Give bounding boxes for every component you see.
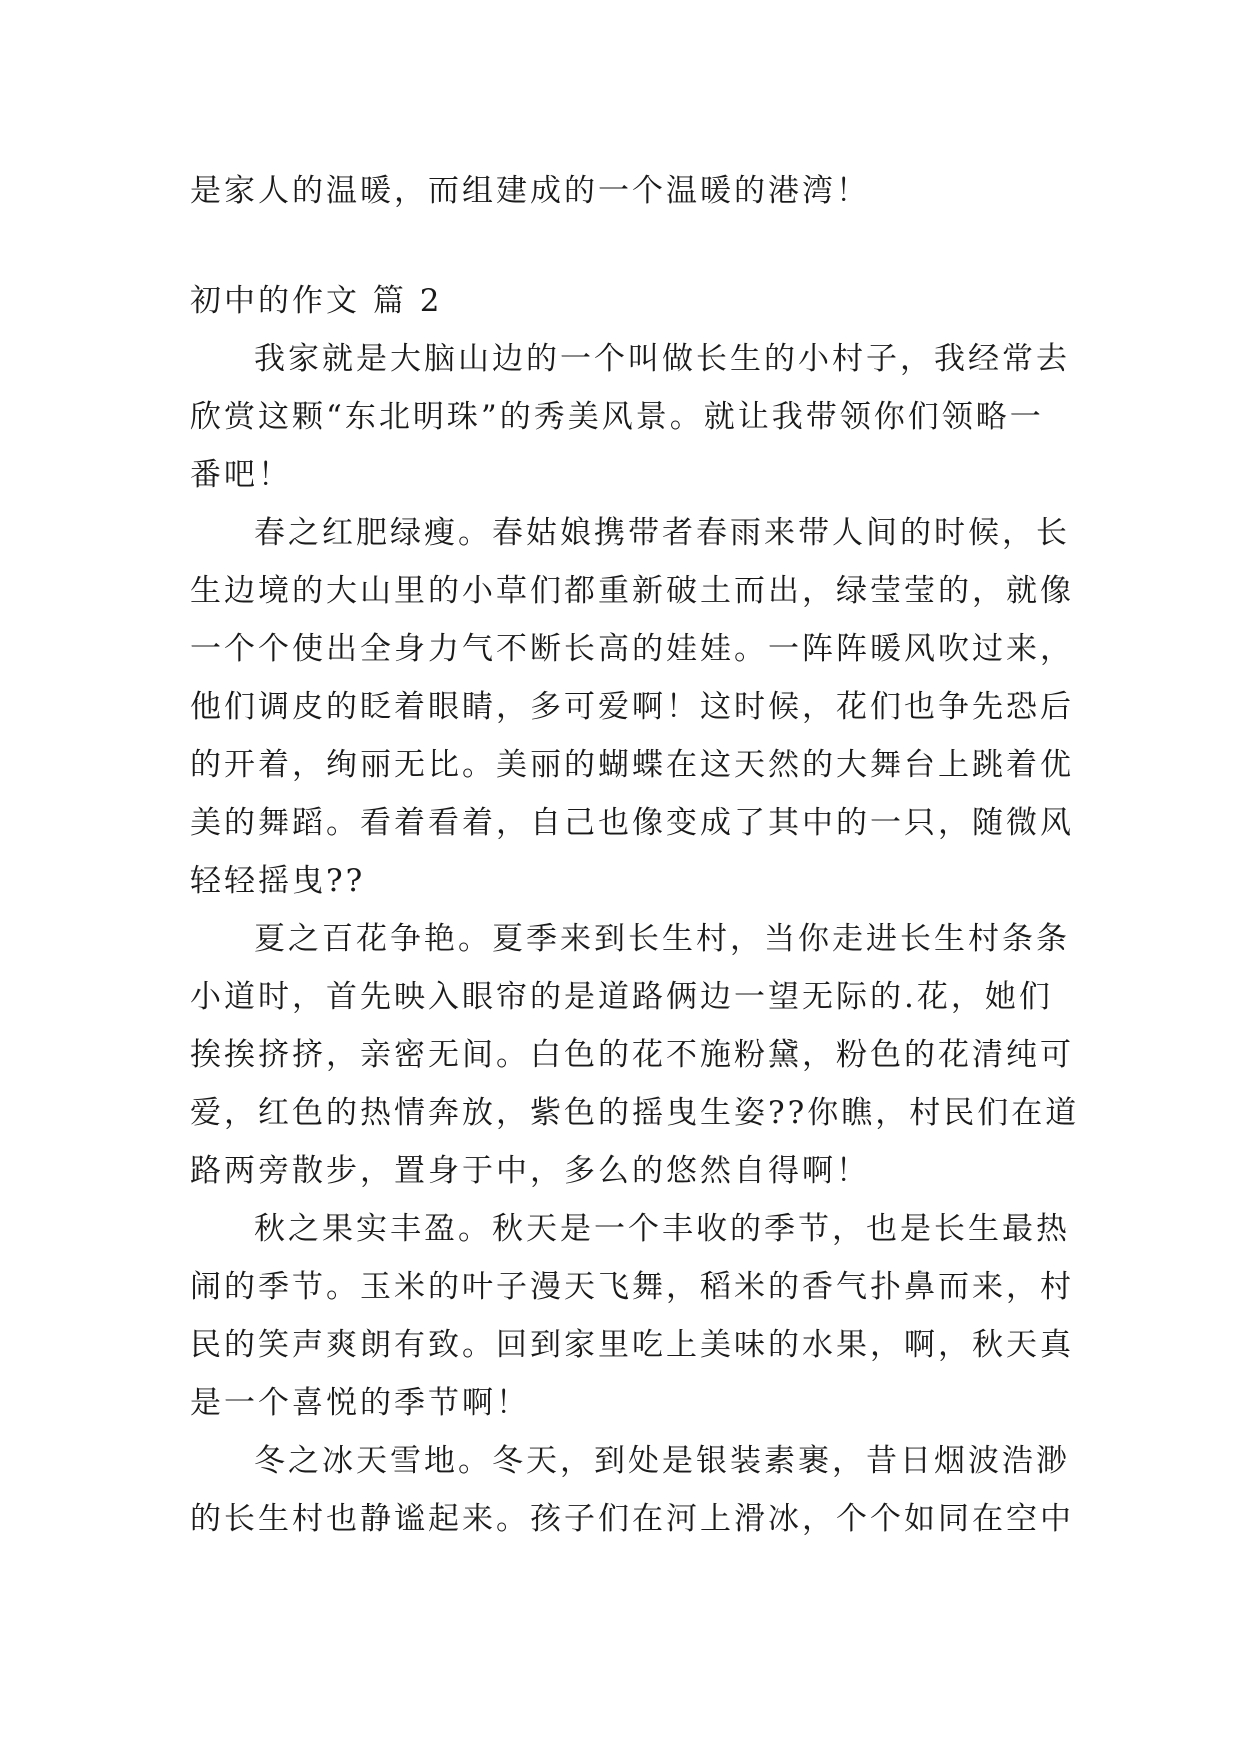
paragraph-line: 闹的季节。玉米的叶子漫天飞舞，稻米的香气扑鼻而来，村 xyxy=(190,1269,1074,1305)
paragraph-line: 挨挨挤挤，亲密无间。白色的花不施粉黛，粉色的花清纯可 xyxy=(190,1037,1074,1073)
lead-line: 是家人的温暖，而组建成的一个温暖的港湾！ xyxy=(190,173,870,209)
paragraph-line: 他们调皮的眨着眼睛，多可爱啊！这时候，花们也争先恐后 xyxy=(190,689,1074,725)
paragraph-line: 生边境的大山里的小草们都重新破土而出，绿莹莹的，就像 xyxy=(190,573,1074,609)
paragraph-line: 是一个喜悦的季节啊！ xyxy=(190,1385,530,1421)
section-heading: 初中的作文 篇 2 xyxy=(190,283,443,319)
paragraph-winter xyxy=(190,1432,1074,1548)
paragraph-line: 夏之百花争艳。夏季来到长生村，当你走进长生村条条 xyxy=(254,921,1070,957)
section-gap xyxy=(190,220,1070,272)
paragraph-line: 我家就是大脑山边的一个叫做长生的小村子，我经常去 xyxy=(254,341,1070,377)
paragraph-line: 欣赏这颗“东北明珠”的秀美风景。就让我带领你们领略一 xyxy=(190,399,1044,435)
paragraph-summer xyxy=(190,910,1080,1200)
paragraph-line: 爱，红色的热情奔放，紫色的摇曳生姿??你瞧，村民们在道 xyxy=(190,1095,1080,1131)
paragraph-line: 美的舞蹈。看着看着，自己也像变成了其中的一只，随微风 xyxy=(190,805,1074,841)
paragraph-intro xyxy=(190,330,1070,504)
paragraph-line: 秋之果实丰盈。秋天是一个丰收的季节，也是长生最热 xyxy=(254,1211,1070,1247)
paragraph-line: 小道时，首先映入眼帘的是道路俩边一望无际的.花，她们 xyxy=(190,979,1053,1015)
paragraph-spring xyxy=(190,504,1074,910)
paragraph-line: 番吧！ xyxy=(190,457,292,493)
paragraph-line: 民的笑声爽朗有致。回到家里吃上美味的水果，啊，秋天真 xyxy=(190,1327,1074,1363)
paragraph-autumn xyxy=(190,1200,1074,1432)
paragraph-line: 冬之冰天雪地。冬天，到处是银装素裹，昔日烟波浩渺 xyxy=(254,1443,1070,1479)
paragraph-line: 一个个使出全身力气不断长高的娃娃。一阵阵暖风吹过来， xyxy=(190,631,1074,667)
paragraph-line: 轻轻摇曳?? xyxy=(190,863,366,899)
paragraph-line: 的长生村也静谧起来。孩子们在河上滑冰，个个如同在空中 xyxy=(190,1501,1074,1537)
paragraph-line: 的开着，绚丽无比。美丽的蝴蝶在这天然的大舞台上跳着优 xyxy=(190,747,1074,783)
paragraph-line: 春之红肥绿瘦。春姑娘携带者春雨来带人间的时候，长 xyxy=(254,515,1070,551)
document-body xyxy=(190,162,1080,1548)
paragraph-line: 路两旁散步，置身于中，多么的悠然自得啊！ xyxy=(190,1153,870,1189)
